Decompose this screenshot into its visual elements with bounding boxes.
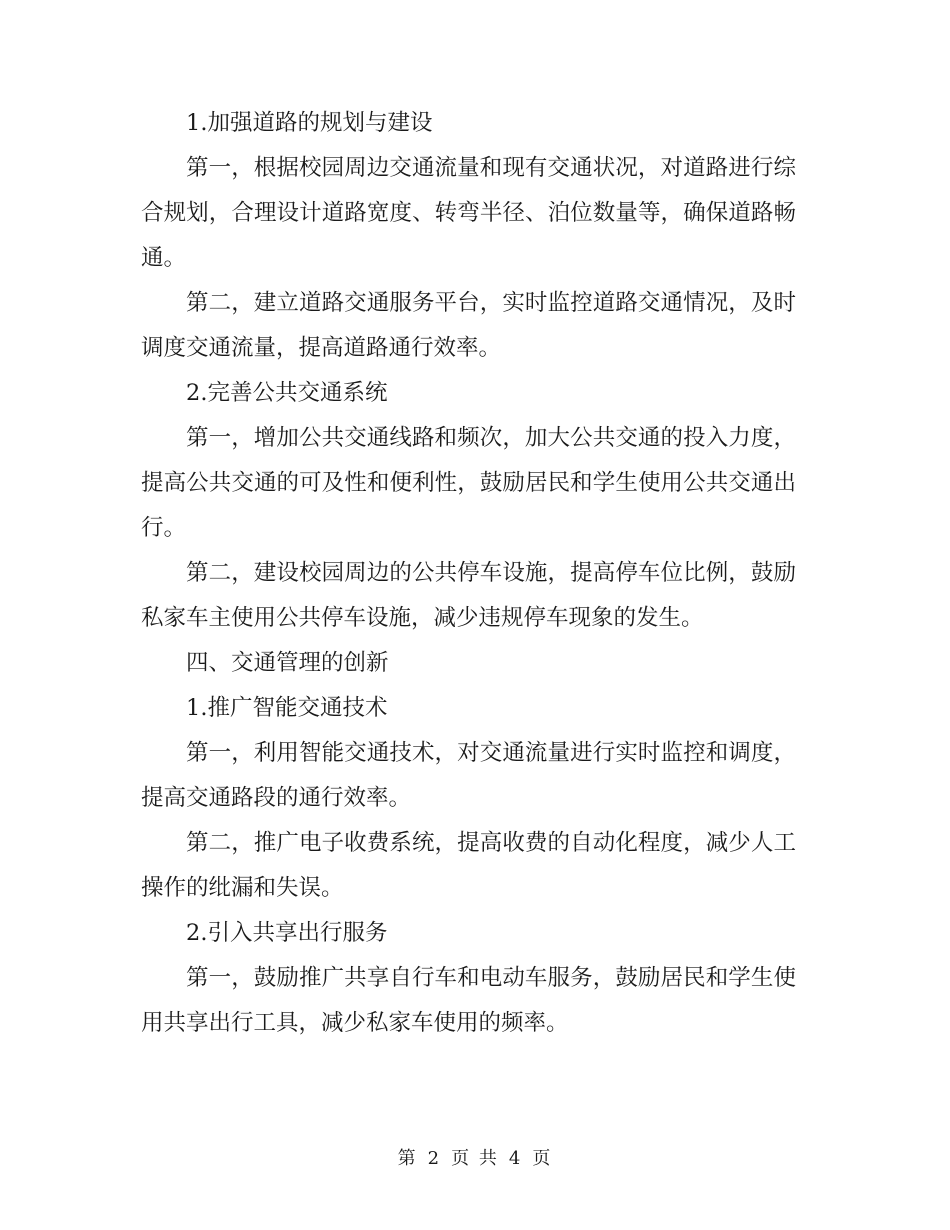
paragraph: 第二，建立道路交通服务平台，实时监控道路交通情况，及时调度交通流量，提高道路通行效率。 (141, 290, 796, 361)
paragraph: 第一，利用智能交通技术，对交通流量进行实时监控和调度，提高交通路段的通行效率。 (141, 740, 796, 811)
document-body (141, 101, 796, 1046)
footer-middle: 页 共 (451, 1148, 499, 1169)
paragraph: 第一，增加公共交通线路和频次，加大公共交通的投入力度，提高公共交通的可及性和便利性，鼓励居民和学生使用公共交通出行。 (141, 425, 796, 541)
paragraph: 第二，建设校园周边的公共停车设施，提高停车位比例，鼓励私家车主使用公共停车设施，减少违规停车现象的发生。 (141, 560, 796, 631)
paragraph: 第一，根据校园周边交通流量和现有交通状况，对道路进行综合规划，合理设计道路宽度、转弯半径、泊位数量等，确保道路畅通。 (141, 155, 796, 271)
footer-prefix: 第 (397, 1148, 418, 1169)
page-number-footer (0, 1147, 950, 1171)
section-heading-public-transport: 2.完善公共交通系统 (186, 380, 388, 406)
section-heading-smart-traffic: 1.推广智能交通技术 (186, 695, 388, 721)
section-heading-road-planning: 1.加强道路的规划与建设 (186, 110, 433, 136)
paragraph: 第二，推广电子收费系统，提高收费的自动化程度，减少人工操作的纰漏和失误。 (141, 830, 796, 901)
total-page-count: 4 (508, 1148, 523, 1169)
current-page-number: 2 (427, 1148, 442, 1169)
chapter-heading-traffic-innovation: 四、交通管理的创新 (186, 650, 389, 676)
footer-suffix: 页 (532, 1148, 553, 1169)
paragraph: 第一，鼓励推广共享自行车和电动车服务，鼓励居民和学生使用共享出行工具，减少私家车使用的频率。 (141, 965, 796, 1036)
section-heading-shared-mobility: 2.引入共享出行服务 (186, 920, 388, 946)
